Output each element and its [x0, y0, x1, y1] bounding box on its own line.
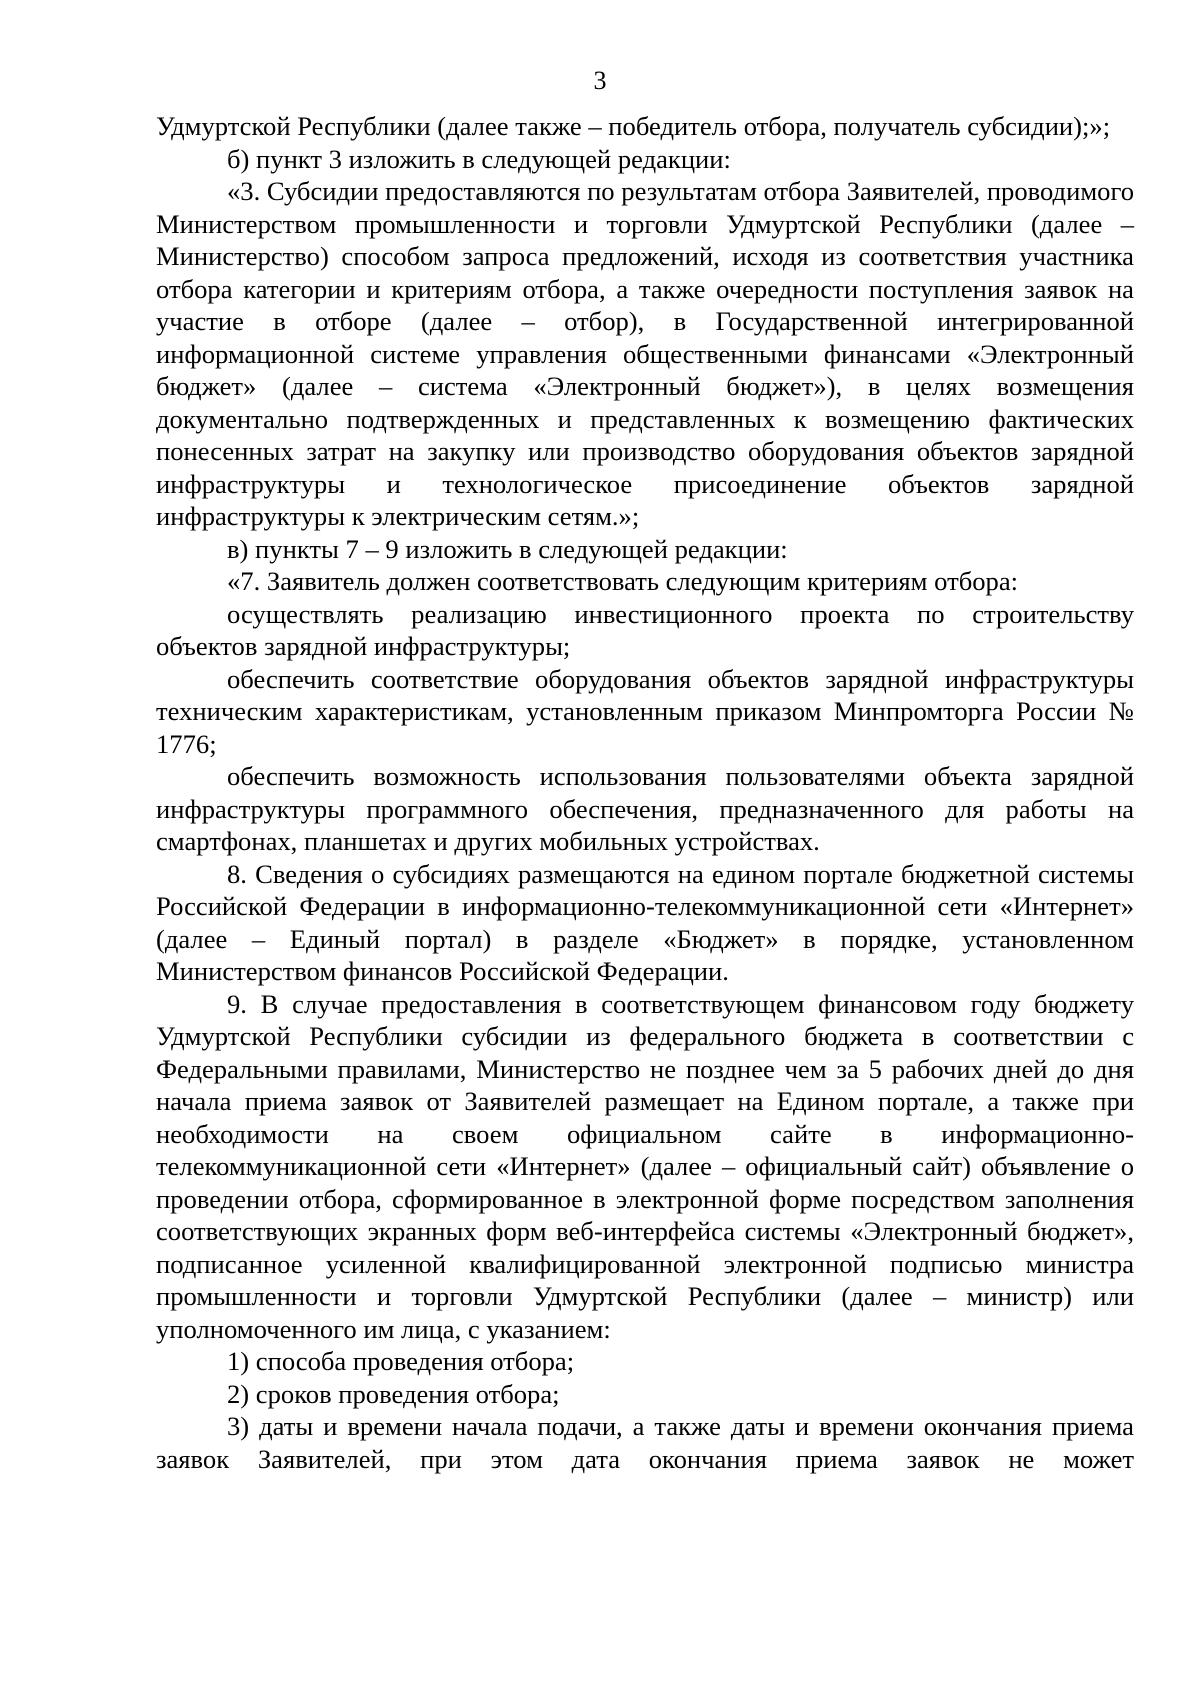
paragraph-continuation: Удмуртской Республики (далее также – победитель отбора, получатель субсидии);»;: [156, 111, 1111, 141]
paragraph-subitem-3: 3) даты и времени начала подачи, а также даты и времени окончания приема заявок Заявителей, при этом дата окончания приема заявок не может: [156, 1411, 1134, 1474]
paragraph-criterion-1: осуществлять реализацию инвестиционного проекта по строительству объектов зарядной инфраструктуры;: [156, 598, 1134, 661]
paragraph-criterion-2: обеспечить соответствие оборудования объектов зарядной инфраструктуры техническим характеристикам, установленным приказом Минпромторга России № 1776;: [156, 663, 1134, 759]
paragraph-clause-9: 9. В случае предоставления в соответствующем финансовом году бюджету Удмуртской Республики субсидии из федерального бюджета в соответствии с Федеральными правилами, Министерство не позднее чем за 5 рабочих дней до дня начала приема заявок от Заявителей размещает на Едином портале, а также при необходимости на своем официальном сайте в информационно-телекоммуникационной сети «Интернет» (далее – официальный сайт) объявление о проведении отбора, сформированное в электронной форме посредством заполнения соответствующих экранных форм веб-интерфейса системы «Электронный бюджет», подписанное усиленной квалифицированной электронной подписью министра промышленности и торговли Удмуртской Республики (далее – министр) или уполномоченного им лица, с указанием:: [156, 988, 1134, 1344]
document-body: [156, 110, 1134, 1475]
paragraph-clause-3: «3. Субсидии предоставляются по результатам отбора Заявителей, проводимого Министерством промышленности и торговли Удмуртской Республики (далее – Министерство) способом запроса предложений, исходя из соответствия участника отбора категории и критериям отбора, а также очередности поступления заявок на участие в отборе (далее – отбор), в Государственной интегрированной информационной системе управления общественными финансами «Электронный бюджет» (далее – система «Электронный бюджет»), в целях возмещения документально подтвержденных и представленных к возмещению фактических понесенных затрат на закупку или производство оборудования объектов зарядной инфраструктуры и технологическое присоединение объектов зарядной инфраструктуры к электрическим сетям.»;: [156, 176, 1134, 531]
paragraph-criterion-3: обеспечить возможность использования пользователями объекта зарядной инфраструктуры программного обеспечения, предназначенного для работы на смартфонах, планшетах и других мобильных устройствах.: [156, 761, 1134, 856]
paragraph-item-v: в) пункты 7 – 9 изложить в следующей редакции:: [227, 533, 788, 564]
paragraph-subitem-1: 1) способа проведения отбора;: [227, 1346, 575, 1376]
paragraph-item-b: б) пункт 3 изложить в следующей редакции:: [227, 143, 731, 174]
page-number: 3: [593, 66, 607, 95]
paragraph-clause-7: «7. Заявитель должен соответствовать следующим критериям отбора:: [227, 566, 1019, 596]
paragraph-subitem-2: 2) сроков проведения отбора;: [227, 1378, 560, 1409]
paragraph-clause-8: 8. Сведения о субсидиях размещаются на едином портале бюджетной системы Российской Федерации в информационно-телекоммуникационной сети «Интернет» (далее – Единый портал) в разделе «Бюджет» в порядке, установленном Министерством финансов Российской Федерации.: [156, 858, 1134, 986]
